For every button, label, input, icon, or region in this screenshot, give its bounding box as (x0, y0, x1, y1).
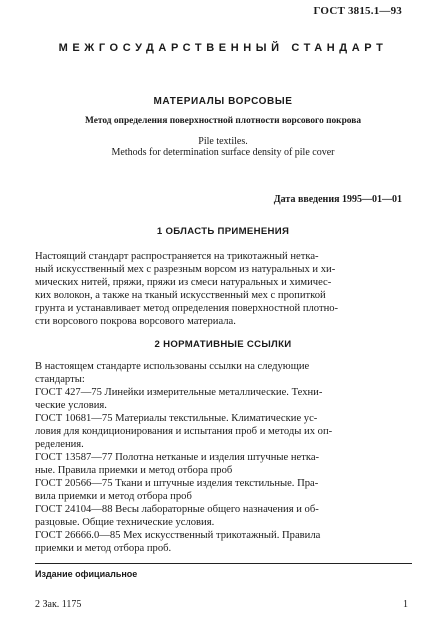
section-2-line: ГОСТ 20566—75 Ткани и штучные изделия текстильные. Пра- (35, 478, 319, 489)
document-title-ru: МАТЕРИАЛЫ ВОРСОВЫЕ (153, 96, 293, 107)
document-subtitle-en: Methods for determination surface density of pile cover (111, 147, 335, 158)
section-1-heading: 1 ОБЛАСТЬ ПРИМЕНЕНИЯ (156, 226, 290, 237)
section-1-line: сти ворсового покрова ворсового материала. (35, 316, 236, 327)
section-2-line: ГОСТ 13587—77 Полотна нетканые и изделия штучные нетка- (35, 452, 320, 463)
section-2-line: ческие условия. (35, 400, 107, 411)
official-edition-label: Издание официальное (35, 569, 138, 579)
section-2-line: вила приемки и метод отбора проб (35, 491, 192, 502)
section-2-line: В настоящем стандарте использованы ссылки на следующие (35, 361, 310, 372)
standard-number: ГОСТ 3815.1—93 (313, 5, 402, 17)
footer-divider (35, 563, 412, 564)
introduction-date: Дата введения 1995—01—01 (273, 194, 402, 205)
section-1-line: ких волокон, а также на тканый искусственный мех с пропиткой (35, 290, 326, 301)
section-2-line: ные. Правила приемки и метод отбора проб (35, 465, 233, 476)
section-1-line: мических нитей, пряжи, пряжи из смеси натуральных и химичес- (35, 277, 332, 288)
section-1-line: грунта и устанавливает метод определения поверхностной плотно- (35, 303, 339, 314)
section-2-line: ГОСТ 10681—75 Материалы текстильные. Климатические ус- (35, 413, 318, 424)
order-number: 2 Зак. 1175 (35, 599, 82, 610)
document-title-en: Pile textiles. (198, 136, 248, 147)
section-2-line: ГОСТ 24104—88 Весы лабораторные общего назначения и об- (35, 504, 319, 515)
section-2-line: ГОСТ 26666.0—85 Мех искусственный трикотажный. Правила (35, 530, 321, 541)
section-2-line: разцовые. Общие технические условия. (35, 517, 215, 528)
section-2-line: стандарты: (35, 374, 85, 385)
interstate-standard-heading: МЕЖГОСУДАРСТВЕННЫЙ СТАНДАРТ (58, 42, 388, 54)
document-subtitle-ru: Метод определения поверхностной плотности ворсового покрова (84, 116, 362, 126)
section-2-line: ловия для кондиционирования и испытания проб и методы их оп- (35, 426, 333, 437)
section-1-line: ный искусственный мех с разрезным ворсом из натуральных и хи- (35, 264, 336, 275)
section-2-line: приемки и метод отбора проб. (35, 543, 172, 554)
page-number: 1 (403, 599, 408, 610)
section-2-heading: 2 НОРМАТИВНЫЕ ССЫЛКИ (154, 339, 292, 350)
section-2-line: ределения. (35, 439, 84, 450)
section-2-line: ГОСТ 427—75 Линейки измерительные металлические. Техни- (35, 387, 323, 398)
section-1-line: Настоящий стандарт распространяется на трикотажный нетка- (35, 251, 319, 262)
